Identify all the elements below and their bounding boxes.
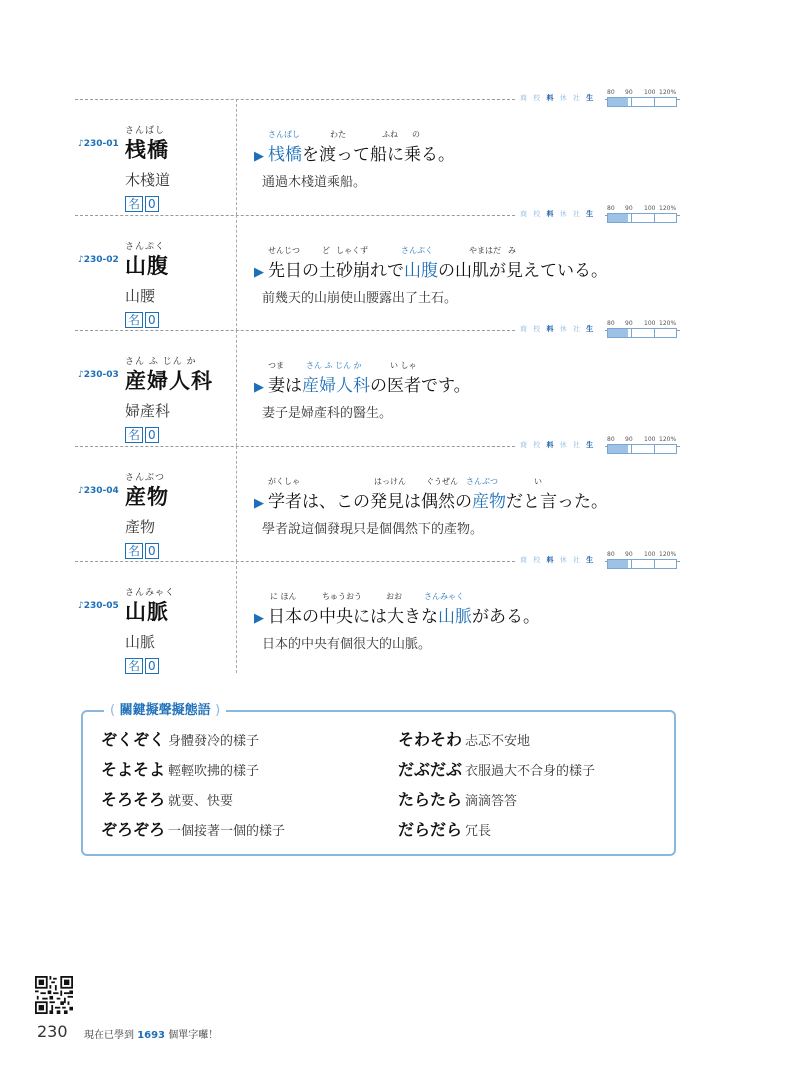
scale-label: 90: [625, 551, 633, 558]
frequency-bar: [607, 444, 677, 454]
furigana: ふね: [382, 130, 398, 139]
onomatopoeia-word: そわそわ: [398, 730, 463, 749]
headword-reading: さん ふ じん か: [125, 357, 197, 367]
entry-divider: [75, 215, 515, 216]
subject-label: 商: [520, 210, 529, 218]
example-translation: 通過木棧道乘船。: [262, 175, 367, 190]
furigana: さんぷく: [401, 246, 433, 255]
subject-label: 社: [572, 94, 582, 102]
example-block: [254, 476, 674, 537]
headword: 山脈: [125, 600, 169, 624]
onomatopoeia-item: [101, 817, 285, 840]
example-furigana: [254, 476, 674, 487]
subject-label: 商: [520, 325, 529, 333]
subject-labels: [520, 324, 595, 334]
highlighted-word: 桟橋: [268, 145, 302, 165]
furigana: がくしゃ: [268, 477, 300, 486]
onomatopoeia-word: たらたら: [398, 790, 463, 809]
furigana: しゃくず: [336, 246, 368, 255]
part-of-speech-tag: 名: [125, 196, 143, 212]
subject-label: 校: [533, 210, 543, 218]
example-block: [254, 129, 674, 190]
furigana: はっけん: [374, 477, 406, 486]
accent-tag: 0: [145, 658, 159, 674]
sentence-fragment: の山肌が見えている。: [438, 261, 608, 281]
example-furigana: [254, 360, 674, 371]
subject-labels: [520, 440, 595, 450]
furigana: やまはだ: [469, 246, 501, 255]
scale-label: 120%: [659, 436, 677, 443]
example-sentence: [254, 371, 674, 396]
furigana: わた: [330, 130, 346, 139]
subject-label: 商: [520, 94, 529, 102]
headword-reading: さんぷく: [125, 242, 166, 252]
play-triangle-icon: ▶: [254, 265, 264, 280]
vocab-entry: [75, 205, 680, 331]
onomatopoeia-meaning: 忐忑不安地: [465, 734, 531, 749]
frequency-meter: [607, 436, 677, 456]
onomatopoeia-item: [398, 727, 530, 750]
onomatopoeia-meaning: 輕輕吹拂的樣子: [168, 764, 260, 779]
furigana: さんぶつ: [466, 477, 498, 486]
headword-meaning: 產物: [125, 518, 156, 536]
example-translation: 前幾天的山崩使山腰露出了土石。: [262, 291, 458, 306]
sentence-fragment: の医者です。: [370, 376, 471, 396]
furigana: ぐうぜん: [426, 477, 458, 486]
example-sentence: [254, 487, 674, 512]
frequency-scale: [520, 89, 680, 109]
frequency-scale: [520, 205, 680, 225]
furigana: い: [534, 477, 542, 486]
onomatopoeia-meaning: 滴滴答答: [465, 794, 518, 809]
highlighted-word: 山腹: [404, 261, 438, 281]
subject-label: 社: [572, 210, 582, 218]
subject-label: 休: [559, 441, 569, 449]
frequency-bar: [607, 559, 677, 569]
onomatopoeia-word: だぶだぶ: [398, 760, 463, 779]
entry-divider: [75, 99, 515, 100]
scale-label: 120%: [659, 205, 677, 212]
column-divider: [236, 330, 237, 446]
subject-label: 校: [533, 441, 543, 449]
highlighted-word: 産婦人科: [302, 376, 370, 396]
furigana: の: [412, 130, 420, 139]
audio-track-label[interactable]: ♪230-01: [78, 139, 119, 149]
column-divider: [236, 99, 237, 215]
headword-block: [125, 470, 169, 559]
entry-divider: [75, 446, 515, 447]
headword: 桟橋: [125, 138, 169, 162]
tag-group: [125, 658, 175, 674]
play-triangle-icon: ▶: [254, 380, 264, 395]
qr-code-icon[interactable]: [35, 976, 73, 1014]
furigana: せんじつ: [268, 246, 300, 255]
furigana: さんばし: [268, 130, 300, 139]
audio-track-label[interactable]: ♪230-05: [78, 601, 119, 611]
onomatopoeia-word: そよそよ: [101, 760, 166, 779]
page-number: 230: [37, 1022, 68, 1041]
frequency-bar-fill: [608, 214, 628, 222]
scale-label: 100: [644, 551, 656, 558]
play-triangle-icon: ▶: [254, 611, 264, 626]
sentence-fragment: だと言った。: [506, 492, 608, 512]
example-furigana: [254, 591, 674, 602]
example-translation: 日本的中央有個很大的山脈。: [262, 637, 432, 652]
example-translation: 學者說這個發現只是個偶然下的產物。: [262, 522, 484, 537]
frequency-meter: [607, 551, 677, 571]
subject-label: 生: [586, 94, 596, 102]
entry-divider: [75, 561, 515, 562]
accent-tag: 0: [145, 427, 159, 443]
tag-group: [125, 427, 213, 443]
scale-label: 120%: [659, 551, 677, 558]
scale-label: 90: [625, 205, 633, 212]
play-triangle-icon: ▶: [254, 149, 264, 164]
audio-track-label[interactable]: ♪230-02: [78, 255, 119, 265]
sentence-fragment: 学者は、この発見は偶然の: [268, 492, 472, 512]
subject-label: 校: [533, 556, 543, 564]
headword-block: [125, 585, 175, 674]
part-of-speech-tag: 名: [125, 427, 143, 443]
frequency-scale: [520, 320, 680, 340]
sentence-fragment: がある。: [472, 607, 540, 627]
subject-label: 商: [520, 441, 529, 449]
onomatopoeia-word: ぞろぞろ: [101, 820, 166, 839]
subject-label: 社: [572, 556, 582, 564]
subject-labels: [520, 93, 595, 103]
word-count: 1693: [137, 1030, 166, 1041]
onomatopoeia-word: ぞくぞく: [101, 730, 166, 749]
frequency-meter: [607, 320, 677, 340]
subject-label: 料: [546, 556, 556, 564]
furigana: おお: [386, 592, 402, 601]
highlighted-word: 産物: [472, 492, 506, 512]
subject-label: 料: [546, 325, 556, 333]
sentence-fragment: 先日の土砂崩れで: [268, 261, 404, 281]
headword: 産婦人科: [125, 369, 213, 393]
headword-meaning: 婦產科: [125, 402, 171, 420]
example-block: [254, 245, 674, 306]
furigana: つま: [268, 361, 284, 370]
frequency-bar-fill: [608, 98, 628, 106]
headword: 産物: [125, 485, 169, 509]
vocab-entry: [75, 89, 680, 215]
headword-reading: さんばし: [125, 126, 166, 136]
play-triangle-icon: ▶: [254, 496, 264, 511]
furigana: み: [508, 246, 516, 255]
scale-label: 100: [644, 436, 656, 443]
subject-labels: [520, 555, 595, 565]
tag-group: [125, 196, 170, 212]
onomatopoeia-item: [398, 787, 517, 810]
scale-label: 90: [625, 89, 633, 96]
onomatopoeia-meaning: 一個接著一個的樣子: [168, 824, 286, 839]
subject-label: 生: [586, 325, 596, 333]
column-divider: [236, 215, 237, 331]
frequency-meter: [607, 205, 677, 225]
audio-track-label[interactable]: ♪230-04: [78, 486, 119, 496]
frequency-bar-fill: [608, 445, 628, 453]
furigana: い しゃ: [390, 361, 417, 370]
furigana: に ほん: [270, 592, 297, 601]
column-divider: [236, 446, 237, 562]
example-furigana: [254, 245, 674, 256]
onomatopoeia-meaning: 身體發冷的樣子: [168, 734, 260, 749]
headword-block: [125, 354, 213, 443]
headword-reading: さんぶつ: [125, 473, 166, 483]
subject-label: 休: [559, 210, 569, 218]
scale-label: 100: [644, 320, 656, 327]
part-of-speech-tag: 名: [125, 312, 143, 328]
subject-label: 社: [572, 441, 582, 449]
frequency-scale: [520, 551, 680, 571]
frequency-scale: [520, 436, 680, 456]
onomatopoeia-item: [101, 757, 259, 780]
headword-meaning: 木棧道: [125, 171, 171, 189]
headword-block: [125, 239, 169, 328]
onomatopoeia-item: [101, 727, 259, 750]
sentence-fragment: は: [285, 376, 302, 396]
accent-tag: 0: [145, 312, 159, 328]
headword-reading: さんみゃく: [125, 588, 176, 598]
scale-label: 120%: [659, 320, 677, 327]
scale-label: 80: [607, 89, 615, 96]
headword-meaning: 山腰: [125, 287, 156, 305]
subject-label: 校: [533, 94, 543, 102]
furigana: さん ふ じん か: [306, 361, 362, 370]
frequency-bar: [607, 328, 677, 338]
accent-tag: 0: [145, 543, 159, 559]
sentence-fragment: を渡って船に乗る。: [302, 145, 455, 165]
onomatopoeia-meaning: 衣服過大不合身的樣子: [465, 764, 596, 779]
subject-label: 校: [533, 325, 543, 333]
headword-meaning: 山脈: [125, 633, 156, 651]
entry-divider: [75, 330, 515, 331]
column-divider: [236, 561, 237, 673]
subject-label: 社: [572, 325, 582, 333]
furigana: ちゅうおう: [322, 592, 362, 601]
scale-label: 100: [644, 205, 656, 212]
example-sentence: [254, 256, 674, 281]
subject-label: 休: [559, 556, 569, 564]
onomatopoeia-meaning: 冗長: [465, 824, 492, 839]
vocab-entry: [75, 320, 680, 446]
onomatopoeia-box-title: ( 關鍵擬聲擬態語 ): [104, 699, 226, 718]
subject-label: 商: [520, 556, 529, 564]
tag-group: [125, 543, 169, 559]
headword-block: [125, 123, 170, 212]
accent-tag: 0: [145, 196, 159, 212]
sentence-fragment: 日本の中央には大きな: [268, 607, 438, 627]
subject-label: 生: [586, 210, 596, 218]
example-furigana: [254, 129, 674, 140]
scale-label: 80: [607, 551, 615, 558]
furigana: ど: [322, 246, 330, 255]
subject-label: 休: [559, 325, 569, 333]
scale-label: 90: [625, 320, 633, 327]
part-of-speech-tag: 名: [125, 658, 143, 674]
tag-group: [125, 312, 169, 328]
example-sentence: [254, 140, 674, 165]
subject-label: 生: [586, 441, 596, 449]
frequency-bar-fill: [608, 329, 628, 337]
scale-label: 80: [607, 436, 615, 443]
frequency-bar: [607, 97, 677, 107]
example-translation: 妻子是婦產科的醫生。: [262, 406, 393, 421]
headword: 山腹: [125, 254, 169, 278]
onomatopoeia-meaning: 就要、快要: [168, 794, 234, 809]
part-of-speech-tag: 名: [125, 543, 143, 559]
audio-track-label[interactable]: ♪230-03: [78, 370, 119, 380]
vocab-entry: [75, 436, 680, 562]
onomatopoeia-item: [398, 757, 595, 780]
scale-label: 80: [607, 320, 615, 327]
furigana: さんみゃく: [424, 592, 464, 601]
onomatopoeia-word: そろそろ: [101, 790, 166, 809]
example-block: [254, 591, 674, 652]
onomatopoeia-word: だらだら: [398, 820, 463, 839]
subject-labels: [520, 209, 595, 219]
scale-label: 100: [644, 89, 656, 96]
subject-label: 休: [559, 94, 569, 102]
vocab-entry: [75, 551, 680, 677]
subject-label: 料: [546, 210, 556, 218]
example-sentence: [254, 602, 674, 627]
scale-label: 80: [607, 205, 615, 212]
sentence-fragment: 妻: [268, 376, 285, 396]
progress-footer: 現在已學到 1693 個單字囉！: [84, 1030, 219, 1041]
highlighted-word: 山脈: [438, 607, 472, 627]
subject-label: 料: [546, 441, 556, 449]
subject-label: 料: [546, 94, 556, 102]
frequency-bar: [607, 213, 677, 223]
example-block: [254, 360, 674, 421]
frequency-bar-fill: [608, 560, 628, 568]
onomatopoeia-item: [101, 787, 233, 810]
frequency-meter: [607, 89, 677, 109]
onomatopoeia-item: [398, 817, 491, 840]
scale-label: 90: [625, 436, 633, 443]
subject-label: 生: [586, 556, 596, 564]
scale-label: 120%: [659, 89, 677, 96]
